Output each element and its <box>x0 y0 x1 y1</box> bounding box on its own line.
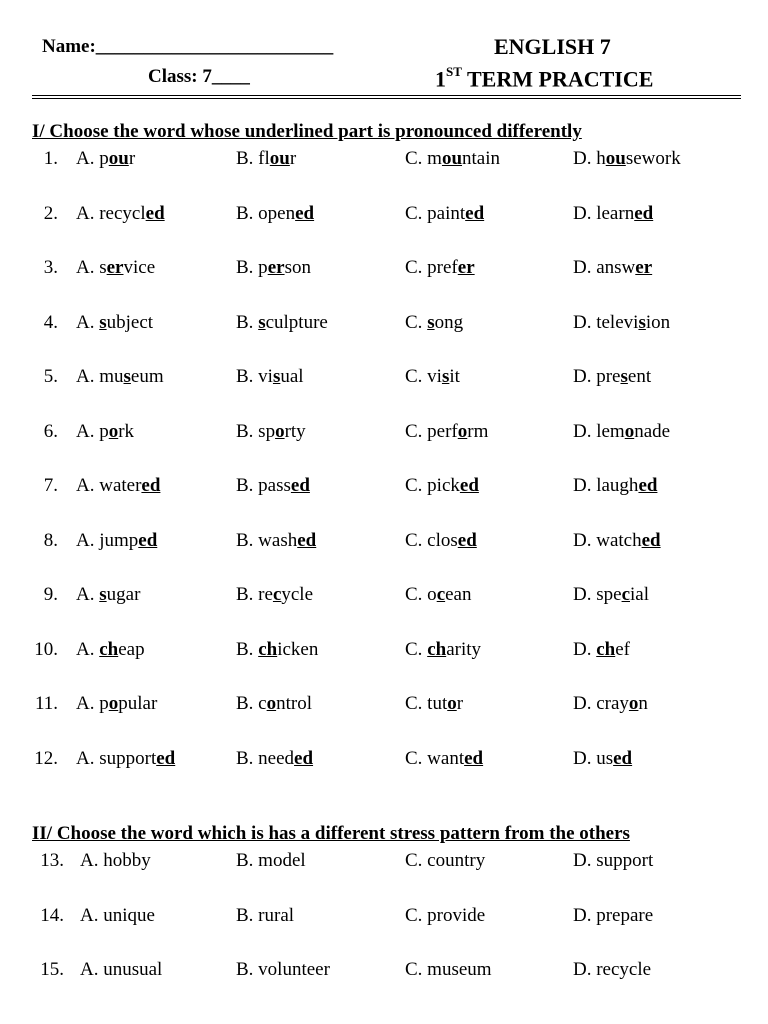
underlined-part: ed <box>138 529 158 551</box>
underlined-part: ou <box>269 148 290 169</box>
underlined-part: ch <box>99 638 119 660</box>
term-number: 1 <box>435 66 446 92</box>
answer-option <box>405 366 460 388</box>
question-number: 10. <box>34 638 58 660</box>
question-number: 14. <box>40 904 64 926</box>
question-number: 12. <box>34 747 58 769</box>
question-row <box>0 584 768 610</box>
answer-option: C. provide <box>405 904 486 926</box>
answer-option <box>236 421 306 443</box>
answer-option <box>573 693 648 715</box>
answer-option <box>405 475 479 497</box>
option-text-before: A. s <box>76 257 107 278</box>
section2-title: II/ Choose the word which is has a different stress pattern from the others <box>32 823 630 844</box>
answer-option <box>236 639 318 661</box>
question-row <box>0 203 768 229</box>
underlined-part: ed <box>141 475 161 496</box>
option-text-before: D. answ <box>573 257 636 278</box>
underlined-part: ed <box>464 747 484 769</box>
option-text-before: C. perf <box>405 420 458 442</box>
option-text-before: B. p <box>236 257 268 278</box>
option-text-before: D. spe <box>573 584 622 605</box>
question-row <box>0 530 768 556</box>
answer-option <box>573 366 651 388</box>
question-number: 8. <box>43 529 58 551</box>
option-text-after: it <box>449 366 460 387</box>
option-text-after: sework <box>625 148 681 169</box>
answer-option <box>573 639 630 661</box>
option-text-before: B. sp <box>236 420 276 442</box>
answer-option <box>405 203 484 225</box>
header-rule-top <box>32 95 741 96</box>
underlined-part: c <box>436 584 446 605</box>
option-text-before: A. support <box>76 747 157 769</box>
underlined-part: er <box>635 257 653 278</box>
answer-option <box>236 475 310 497</box>
answer-option <box>405 530 477 552</box>
underlined-part: ou <box>605 148 626 169</box>
option-text-before: D. h <box>573 148 606 169</box>
option-text-before: C. m <box>405 148 442 169</box>
underlined-part: ch <box>596 638 616 660</box>
answer-option <box>573 312 670 334</box>
option-text-after: ion <box>645 311 671 333</box>
underlined-part: s <box>99 311 107 333</box>
option-text-before: D. pre <box>573 366 621 387</box>
question-row <box>0 693 768 719</box>
option-text-before: C. clos <box>405 529 458 551</box>
option-text-after: ean <box>445 584 472 605</box>
underlined-part: ed <box>294 747 314 769</box>
option-text-before: D. <box>573 638 597 660</box>
answer-option <box>405 748 483 770</box>
answer-option <box>76 366 164 388</box>
option-text-before: D. watch <box>573 529 642 551</box>
option-text-before: D. televi <box>573 311 639 333</box>
answer-option <box>76 584 140 606</box>
underlined-part: ed <box>156 747 176 769</box>
answer-option <box>573 475 657 497</box>
option-text-after: son <box>284 257 311 278</box>
option-text-before: D. laugh <box>573 475 639 496</box>
question-row <box>0 748 768 774</box>
underlined-part: o <box>266 693 277 714</box>
option-text-before: B. fl <box>236 148 270 169</box>
option-text-before: B. <box>236 311 259 333</box>
underlined-part: ed <box>457 529 477 551</box>
question-row <box>0 850 768 876</box>
option-text-before: B. <box>236 638 259 660</box>
answer-option <box>236 148 296 170</box>
answer-option <box>76 530 157 552</box>
option-text-before: A. <box>76 311 100 333</box>
option-text-after: nade <box>634 420 671 442</box>
underlined-part: s <box>441 366 450 387</box>
option-text-before: C. vi <box>405 366 442 387</box>
answer-option <box>76 475 160 497</box>
answer-option <box>573 257 652 279</box>
option-text-before: C. paint <box>405 202 466 224</box>
option-text-before: C. want <box>405 747 465 769</box>
answer-option <box>76 693 157 715</box>
answer-option <box>76 639 145 661</box>
student-name-field: Name:_________________________ <box>42 36 334 57</box>
option-text-before: A. water <box>76 475 142 496</box>
option-text-before: B. pass <box>236 475 291 496</box>
question-number: 3. <box>43 257 58 278</box>
option-text-after: ubject <box>106 311 154 333</box>
answer-option <box>76 421 134 443</box>
option-text-before: A. jump <box>76 529 139 551</box>
option-text-before: D. lem <box>573 420 625 442</box>
underlined-part: s <box>427 311 435 333</box>
option-text-after: eap <box>118 638 145 660</box>
answer-option <box>236 203 314 225</box>
term-text: TERM PRACTICE <box>461 66 654 92</box>
option-text-before: A. p <box>76 693 109 714</box>
question-number: 6. <box>43 420 58 442</box>
answer-option <box>573 584 649 606</box>
option-text-after: ntain <box>462 148 501 169</box>
question-row <box>0 475 768 501</box>
answer-option <box>236 584 313 606</box>
option-text-before: B. c <box>236 693 267 714</box>
underlined-part: s <box>272 366 281 387</box>
answer-option <box>573 748 632 770</box>
answer-option: C. museum <box>405 959 492 980</box>
answer-option <box>236 748 313 770</box>
answer-option: B. model <box>236 850 306 871</box>
option-text-before: D. us <box>573 747 614 769</box>
underlined-part: ed <box>613 747 633 769</box>
answer-option <box>405 312 463 334</box>
answer-option: B. volunteer <box>236 959 330 980</box>
answer-option <box>405 584 472 606</box>
answer-option <box>573 203 653 225</box>
underlined-part: er <box>457 257 475 278</box>
subject-title: ENGLISH 7 <box>494 34 611 59</box>
option-text-before: C. pick <box>405 475 460 496</box>
option-text-before: A. <box>76 584 100 605</box>
underlined-part: ou <box>108 148 129 169</box>
answer-option <box>405 148 500 170</box>
option-text-before: C. <box>405 638 428 660</box>
option-text-after: ial <box>630 584 649 605</box>
underlined-part: o <box>457 420 468 442</box>
underlined-part: ch <box>427 638 447 660</box>
option-text-after: arity <box>446 638 482 660</box>
option-text-before: B. open <box>236 202 296 224</box>
question-number: 13. <box>40 850 64 871</box>
answer-option: D. prepare <box>573 904 654 926</box>
question-number: 1. <box>43 148 58 169</box>
question-row <box>0 639 768 665</box>
question-row <box>0 959 768 985</box>
question-number: 11. <box>34 693 58 714</box>
answer-option <box>236 693 312 715</box>
underlined-part: o <box>624 420 635 442</box>
option-text-before: D. learn <box>573 202 635 224</box>
question-row <box>0 421 768 447</box>
underlined-part: ed <box>459 475 479 496</box>
underlined-part: o <box>275 420 285 442</box>
underlined-part: o <box>447 693 457 714</box>
question-row <box>0 366 768 392</box>
class-field: Class: 7____ <box>148 66 250 87</box>
question-number: 2. <box>43 202 58 224</box>
option-text-after: ugar <box>106 584 141 605</box>
option-text-before: B. need <box>236 747 295 769</box>
underlined-part: c <box>621 584 630 605</box>
underlined-part: s <box>99 584 107 605</box>
answer-option <box>236 366 304 388</box>
option-text-after: ent <box>627 366 652 387</box>
option-text-before: C. tut <box>405 693 448 714</box>
option-text-before: B. wash <box>236 529 298 551</box>
question-number: 4. <box>43 311 58 333</box>
option-text-after: rm <box>467 420 489 442</box>
answer-option <box>76 203 165 225</box>
option-text-before: C. o <box>405 584 437 605</box>
underlined-part: ch <box>258 638 278 660</box>
question-number: 15. <box>40 959 64 980</box>
option-text-after: ef <box>615 638 630 660</box>
option-text-before: A. p <box>76 420 109 442</box>
option-text-after: pular <box>118 693 158 714</box>
question-row <box>0 148 768 174</box>
option-text-before: A. <box>76 638 100 660</box>
option-text-before: B. re <box>236 584 273 605</box>
underlined-part: ed <box>641 529 661 551</box>
option-text-after: r <box>456 693 464 714</box>
answer-option <box>405 693 463 715</box>
answer-option <box>573 530 661 552</box>
term-superscript: ST <box>446 64 462 79</box>
underlined-part: er <box>267 257 285 278</box>
answer-option: C. country <box>405 850 486 871</box>
underlined-part: s <box>258 311 266 333</box>
underlined-part: ed <box>465 202 485 224</box>
underlined-part: ed <box>145 202 165 224</box>
underlined-part: o <box>108 420 119 442</box>
option-text-after: ycle <box>281 584 314 605</box>
answer-option <box>236 530 316 552</box>
option-text-after: icken <box>277 638 319 660</box>
underlined-part: ed <box>290 475 310 496</box>
underlined-part: ed <box>634 202 654 224</box>
answer-option <box>405 257 475 279</box>
underlined-part: c <box>272 584 282 605</box>
answer-option <box>573 148 681 170</box>
option-text-after: ong <box>434 311 464 333</box>
option-text-before: A. mu <box>76 366 124 387</box>
question-number: 9. <box>43 584 58 605</box>
underlined-part: ed <box>638 475 658 496</box>
answer-option <box>76 148 135 170</box>
section1-title: I/ Choose the word whose underlined part is pronounced differently <box>32 121 582 142</box>
answer-option <box>76 748 175 770</box>
option-text-after: rty <box>284 420 306 442</box>
option-text-after: r <box>289 148 297 169</box>
answer-option <box>236 312 328 334</box>
answer-option <box>573 421 670 443</box>
question-row <box>0 257 768 283</box>
question-row <box>0 312 768 338</box>
answer-option: A. hobby <box>80 850 151 871</box>
option-text-before: A. recycl <box>76 202 146 224</box>
option-text-before: C. <box>405 311 428 333</box>
underlined-part: ed <box>295 202 315 224</box>
answer-option <box>76 257 155 279</box>
question-number: 7. <box>43 475 58 496</box>
option-text-after: rk <box>118 420 135 442</box>
answer-option: D. recycle <box>573 959 652 980</box>
underlined-part: ed <box>297 529 317 551</box>
answer-option <box>76 312 153 334</box>
answer-option <box>405 639 481 661</box>
answer-option: A. unique <box>80 904 155 926</box>
underlined-part: s <box>123 366 131 387</box>
question-row <box>0 905 768 931</box>
answer-option: D. support <box>573 850 654 871</box>
option-text-before: C. pref <box>405 257 458 278</box>
term-title <box>435 66 653 92</box>
answer-option: B. rural <box>236 904 295 926</box>
option-text-before: B. vi <box>236 366 273 387</box>
answer-option <box>236 257 311 279</box>
underlined-part: s <box>638 311 646 333</box>
answer-option <box>405 421 488 443</box>
underlined-part: o <box>108 693 119 714</box>
underlined-part: s <box>620 366 628 387</box>
option-text-after: culpture <box>265 311 328 333</box>
option-text-before: D. cray <box>573 693 629 714</box>
option-text-after: ual <box>280 366 304 387</box>
option-text-before: A. p <box>76 148 109 169</box>
underlined-part: o <box>628 693 639 714</box>
answer-option: A. unusual <box>80 959 163 980</box>
underlined-part: ou <box>441 148 463 169</box>
header-rule-bottom <box>32 98 741 99</box>
option-text-after: r <box>128 148 136 169</box>
underlined-part: er <box>106 257 124 278</box>
option-text-after: n <box>638 693 648 714</box>
option-text-after: ntrol <box>276 693 312 714</box>
option-text-after: eum <box>130 366 164 387</box>
option-text-after: vice <box>123 257 156 278</box>
question-number: 5. <box>43 366 58 387</box>
